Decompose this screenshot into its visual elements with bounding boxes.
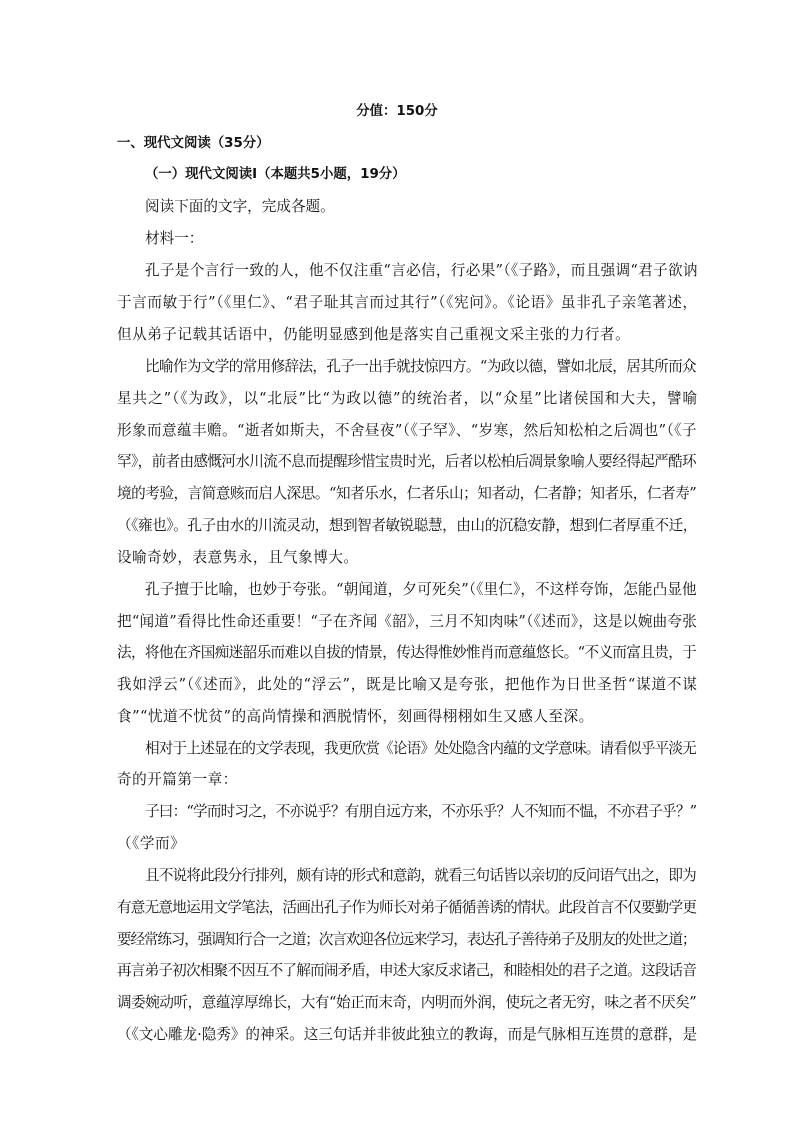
passage-line: 设喻奇妙，表意隽永，且气象博大。 <box>117 549 359 566</box>
passage-line: 我如浮云”（《述而》，此处的“浮云”，既是比喻又是夸张，把他作为日世圣哲“谋道不谋 <box>117 676 698 693</box>
passage-line: 奇的开篇第一章： <box>117 771 238 788</box>
passage-line: 把“闻道”看得比性命还重要！“子在齐闻《韶》，三月不知肉味”（《述而》，这是以婉曲夸张 <box>117 613 698 630</box>
passage-line: 比喻作为文学的常用修辞法，孔子一出手就技惊四方。“为政以德，譬如北辰，居其所而众 <box>145 358 696 375</box>
passage-line: 有意无意地运用文学笔法，活画出孔子作为师长对弟子循循善诱的情状。此段首言不仅要勤学更 <box>117 899 697 916</box>
score-heading: 分值：150分 <box>356 104 438 119</box>
passage-line: 食”“忧道不忧贫”的高尚情操和洒脱情怀，刻画得栩栩如生又感人至深。 <box>117 708 594 725</box>
passage-line: 境的考验，言简意赅而启人深思。“知者乐水，仁者乐山；知者动，仁者静；知者乐，仁者寿” <box>117 485 697 502</box>
passage-line: 于言而敏于行”（《里仁》、“君子耻其言而过其行”（《宪问》。《论语》虽非孔子亲笔著述， <box>117 294 698 311</box>
material-label: 材料一： <box>145 230 204 247</box>
passage-line: 且不说将此段分行排列，颇有诗的形式和意韵，就看三句话皆以亲切的反问语气出之，即为 <box>145 867 696 884</box>
passage-line: 再言弟子初次相聚不因互不了解而闹矛盾，申述大家反求诸己，和睦相处的君子之道。这段话音 <box>117 962 697 979</box>
passage-line: 孔子擅于比喻，也妙于夸张。“朝闻道，夕可死矣”（《里仁》，不这样夸饰，怎能凸显他 <box>145 581 697 598</box>
instruction-text: 阅读下面的文字，完成各题。 <box>145 198 335 215</box>
passage-line: 相对于上述显在的文学表现，我更欣赏《论语》处处隐含内蕴的文学意味。请看似乎平淡无 <box>145 740 696 757</box>
passage-line: 子曰：“学而时习之，不亦说乎？有朋自远方来，不亦乐乎？人不知而不愠，不亦君子乎？” <box>145 803 697 820</box>
passage-line: 但从弟子记载其话语中，仍能明显感到他是落实自己重视文采主张的力行者。 <box>117 326 631 343</box>
passage-line: （《雍也》。孔子由水的川流灵动，想到智者敏锐聪慧，由山的沉稳安静，想到仁者厚重不迁， <box>117 517 697 534</box>
passage-line: 星共之”（《为政》，以“北辰”比“为政以德”的统治者，以“众星”比诸侯国和大夫，譬喻 <box>117 390 699 407</box>
passage-line: 形象而意蕴丰赡。“逝者如斯夫，不舍昼夜”（《子罕》、“岁寒，然后知松柏之后凋也”（《子 <box>117 422 697 439</box>
passage-line: 孔子是个言行一致的人，他不仅注重“言必信，行必果”（《子路》，而且强调“君子欲讷 <box>145 262 698 279</box>
passage-line: 法，将他在齐国痴迷韶乐而难以自拔的情景，传达得惟妙惟肖而意蕴悠长。“不义而富且贵，于 <box>117 644 697 661</box>
passage-line: 罕》，前者由感慨河水川流不息而提醒珍惜宝贵时光，后者以松柏后凋景象喻人要经得起严酷环 <box>117 453 697 470</box>
section-heading: 一、现代文阅读（35分） <box>117 136 270 151</box>
passage-line: 要经常练习，强调知行合一之道；次言欢迎各位远来学习，表达孔子善待弟子及朋友的处世之道； <box>117 931 696 948</box>
passage-line: 调委婉动听，意蕴淳厚绵长，大有“始正而末奇，内明而外润，使玩之者无穷，味之者不厌矣” <box>117 994 697 1011</box>
passage-line: （《文心雕龙·隐秀》的神采。这三句话并非彼此独立的教诲，而是气脉相互连贯的意群，是 <box>117 1026 698 1043</box>
subsection-heading: （一）现代文阅读Ⅰ（本题共5小题，19分） <box>145 167 406 182</box>
passage-line: （《学而》 <box>117 835 186 852</box>
